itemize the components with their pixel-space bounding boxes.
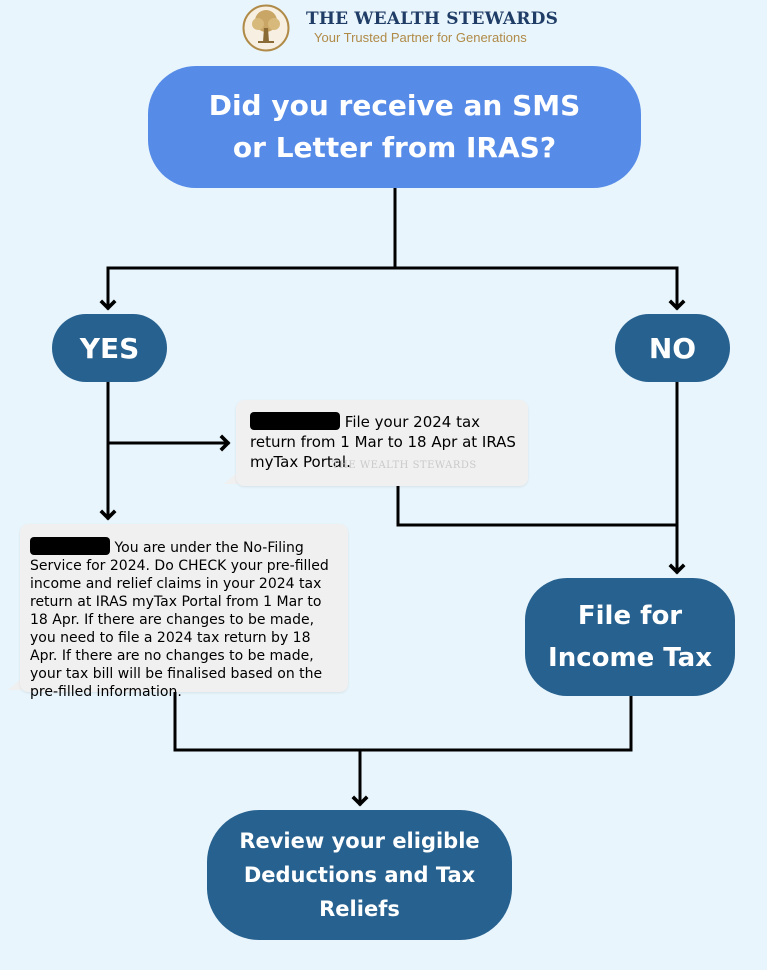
question-line-2: or Letter from IRAS?	[232, 131, 557, 164]
brand-name: THE WEALTH STEWARDS	[306, 9, 559, 29]
sms-watermark: THE WEALTH STEWARDS	[332, 460, 477, 471]
review-line-1: Review your eligible	[239, 829, 480, 853]
question-node	[148, 66, 641, 188]
sms-file-return-text: File your 2024 tax return from 1 Mar to 18 Apr at IRAS myTax Portal.	[250, 413, 516, 471]
review-deductions-node	[207, 810, 512, 940]
file-tax-line-1: File for	[577, 601, 683, 631]
redacted-sender-block	[30, 537, 110, 555]
no-node: NO	[615, 314, 730, 382]
sms-no-filing-message	[30, 537, 342, 701]
file-income-tax-node	[525, 578, 735, 696]
redacted-sender-block	[250, 412, 340, 430]
yes-node: YES	[52, 314, 167, 382]
connector-sms-to-file-tax	[398, 487, 677, 525]
sms-no-filing-text: You are under the No-Filing Service for 2024. Do CHECK your pre-filled income and relief claims in your 2024 tax return at IRAS myTax Portal from 1 Mar to 18 Apr. If there are changes to be made, you need to file a 2024 tax return by 18 Apr. If there are no changes to be made, your tax bill will be finalised based on the pre-filled information.	[30, 540, 329, 700]
brand-tagline: Your Trusted Partner for Generations	[314, 30, 527, 45]
question-line-1: Did you receive an SMS	[208, 89, 581, 122]
review-line-2: Deductions and Tax	[243, 863, 476, 887]
review-line-3: Reliefs	[319, 897, 400, 921]
file-tax-line-2: Income Tax	[548, 643, 712, 673]
tree-icon	[242, 4, 290, 52]
